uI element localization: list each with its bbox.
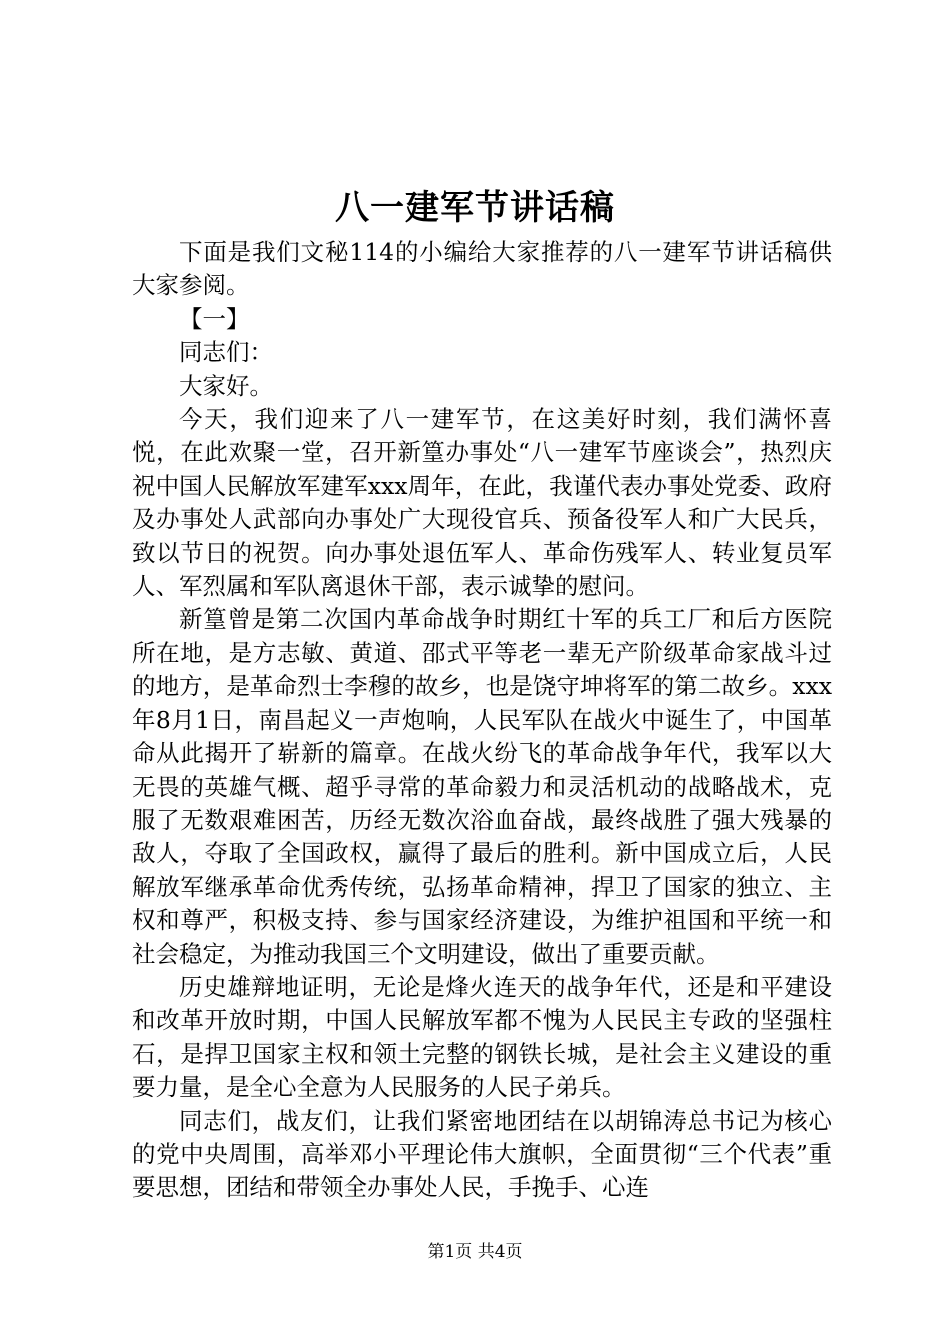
salutation: 同志们： [179,338,273,367]
section-marker: 【一】 [179,304,250,333]
body-paragraph: 历史雄辩地证明，无论是烽火连天的战争年代，还是和平建设和改革开放时期，中国人民解放军都不愧为人民民主专政的坚强柱石，是捍卫国家主权和领土完整的钢铁长城，是社会主义建设的重要力量，是全心全意为人民服务的人民子弟兵。 [132,972,832,1102]
page-footer: 第1页 共4页 [427,1242,523,1262]
body-paragraph: 同志们，战友们，让我们紧密地团结在以胡锦涛总书记为核心的党中央周围，高举邓小平理论伟大旗帜，全面贯彻“三个代表”重要思想，团结和带领全办事处人民，手挽手、心连 [132,1106,832,1202]
document-title: 八一建军节讲话稿 [335,188,615,228]
greeting: 大家好。 [179,371,273,400]
body-paragraph: 新篁曾是第二次国内革命战争时期红十军的兵工厂和后方医院所在地，是方志敏、黄道、邵式平等老一辈无产阶级革命家战斗过的地方，是革命烈士李穆的故乡，也是饶守坤将军的第二故乡。xxx年8月1日，南昌起义一声炮响，人民军队在战火中诞生了，中国革命从此揭开了崭新的篇章。在战火纷飞的革命战争年代，我军以大无畏的英雄气概、超乎寻常的革命毅力和灵活机动的战略战术，克服了无数艰难困苦，历经无数次浴血奋战，最终战胜了强大残暴的敌人，夺取了全国政权，赢得了最后的胜利。新中国成立后，人民解放军继承革命优秀传统，弘扬革命精神，捍卫了国家的独立、主权和尊严，积极支持、参与国家经济建设，为维护祖国和平统一和社会稳定，为推动我国三个文明建设，做出了重要贡献。 [132,605,832,968]
intro-paragraph: 下面是我们文秘114的小编给大家推荐的八一建军节讲话稿供大家参阅。 [132,238,832,300]
body-paragraph: 今天，我们迎来了八一建军节，在这美好时刻，我们满怀喜悦，在此欢聚一堂，召开新篁办事处“八一建军节座谈会”，热烈庆祝中国人民解放军建军xxx周年，在此，我谨代表办事处党委、政府及办事处人武部向办事处广大现役官兵、预备役军人和广大民兵，致以节日的祝贺。向办事处退伍军人、革命伤残军人、转业复员军人、军烈属和军队离退休干部，表示诚挚的慰问。 [132,405,832,601]
document-body [132,236,832,1205]
